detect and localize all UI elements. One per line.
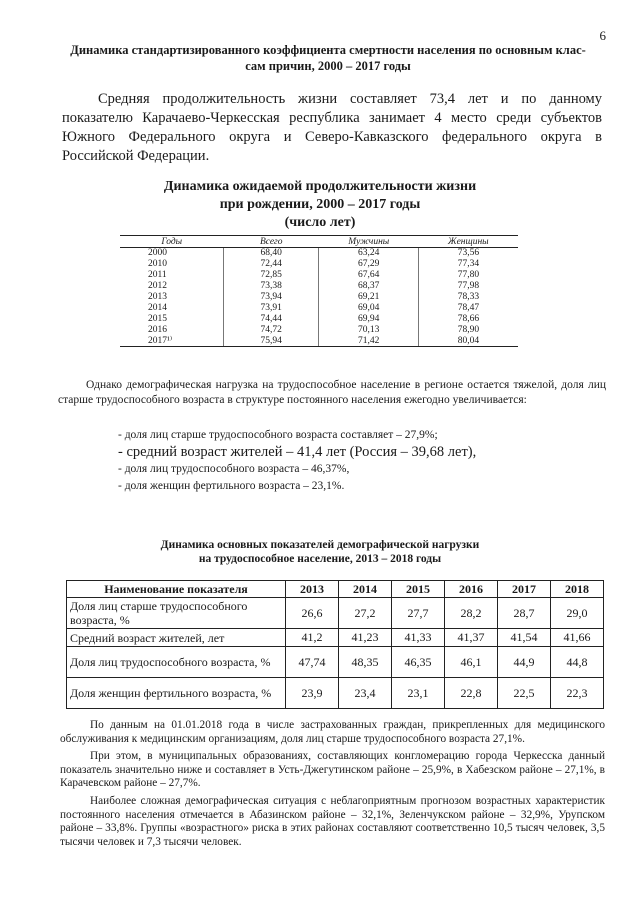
table2-title (120, 538, 520, 566)
table-cell: 41,66 (551, 629, 604, 647)
table-cell: 78,66 (418, 313, 518, 324)
table-cell: 2013 (148, 292, 167, 302)
life-expectancy-table (120, 235, 518, 347)
table-cell: 41,23 (339, 629, 392, 647)
table1-title (130, 178, 510, 232)
table-cell: 72,85 (223, 270, 319, 281)
life-expectancy-paragraph (62, 90, 602, 166)
closing-paragraph (60, 750, 605, 791)
life-expectancy-text: Средняя продолжительность жизни составляет 73,4 лет и по данному показателю Карачаево-Черкесская республика занимает 4 место среди субъектов Южного Федерального округа и Северо-Кавказского федерального округа в Российской Федерации. (62, 91, 602, 164)
table-row (120, 313, 518, 324)
table-cell: 2017¹⁾ (120, 335, 223, 346)
table-cell: 23,1 (392, 678, 445, 709)
table-cell: 23,9 (286, 678, 339, 709)
table-cell: 48,35 (339, 647, 392, 678)
demographic-paragraph (58, 378, 606, 407)
closing-paragraph-text: Наиболее сложная демографическая ситуация с неблагоприятным прогнозом возрастных характеристик постоянного населения отмечается в Абазинском районе – 32,1%, Зеленчукском районе – 32,9%, Урупском районе – 33,8%. Группы «возрастного» риска в этих районах составляют соответственно 10,5 тысяч человек, 3,5 тысячи человек и 7,3 тысячи человек. (60, 794, 605, 848)
table-cell: Доля лиц старше трудоспособного возраста, % (67, 598, 286, 629)
table-row (120, 335, 518, 346)
section-title (48, 42, 608, 74)
table-cell: 63,24 (319, 248, 419, 259)
table-cell: 2010 (148, 259, 167, 270)
table-row (120, 292, 518, 303)
table-cell: 29,0 (551, 598, 604, 629)
table-header-cell: Мужчины (319, 236, 419, 248)
table-cell: 44,9 (498, 647, 551, 678)
section-title-line-2: сам причин, 2000 – 2017 годы (245, 59, 411, 73)
table-cell: 47,74 (286, 647, 339, 678)
table-header-cell: 2015 (392, 581, 445, 598)
closing-paragraph-text: По данным на 01.01.2018 года в числе застрахованных граждан, прикрепленных для медицинского обслуживания к медицинским организациям, доля лиц старше трудоспособного возраста 27,1%. (60, 719, 605, 745)
table-cell: 41,54 (498, 629, 551, 647)
table-cell: 22,3 (551, 678, 604, 709)
table-cell: 69,94 (319, 313, 419, 324)
page-number: 6 (599, 28, 606, 43)
table-row (120, 259, 518, 270)
list-item: - доля лиц старше трудоспособного возраста составляет – 27,9%; (118, 429, 438, 441)
table1-title-line-1: Динамика ожидаемой продолжительности жизни (163, 179, 477, 194)
table-cell: 26,6 (286, 598, 339, 629)
table2-title-line-1: Динамика основных показателей демографической нагрузки (160, 539, 480, 551)
table-row (67, 629, 604, 647)
table-cell: 77,98 (418, 281, 518, 292)
table-cell: Доля женщин фертильного возраста, % (67, 678, 286, 709)
closing-paragraph (60, 719, 605, 746)
table-cell: 74,72 (223, 324, 319, 335)
table-cell: 80,04 (418, 335, 518, 346)
table-cell: 27,7 (392, 598, 445, 629)
list-item: - доля женщин фертильного возраста – 23,1%. (118, 480, 345, 492)
table-cell: 22,5 (498, 678, 551, 709)
table-cell: 2000 (148, 248, 167, 259)
table-cell: 46,35 (392, 647, 445, 678)
closing-paragraph-text: При этом, в муниципальных образованиях, составляющих конгломерацию города Черкесска данный показатель значительно ниже и составляет в Усть-Джегутинском районе – 25,9%, в Хабезском районе – 27,1%, в Карачевском районе – 27,7%. (60, 750, 605, 790)
demographic-load-table (66, 580, 604, 709)
list-item: - средний возраст жителей – 41,4 лет (Россия – 39,68 лет), (118, 444, 477, 460)
bullet-list (118, 427, 476, 495)
table-cell: Доля лиц трудоспособного возраста, % (67, 647, 286, 678)
closing-paragraph (60, 795, 605, 849)
table-cell: 2014 (148, 302, 167, 313)
table-cell: 41,2 (286, 629, 339, 647)
table-cell: 73,38 (223, 281, 319, 292)
table-header-cell: Годы (120, 236, 223, 248)
list-item: - доля лиц трудоспособного возраста – 46,37%, (118, 463, 350, 475)
table-cell: 73,94 (223, 292, 319, 303)
table-cell: 27,2 (339, 598, 392, 629)
table-row (120, 270, 518, 281)
table-header-cell: 2016 (445, 581, 498, 598)
table1-title-line-3: (число лет) (284, 215, 356, 230)
table-cell: 22,8 (445, 678, 498, 709)
table-cell: 67,29 (319, 259, 419, 270)
section-title-line-1: Динамика стандартизированного коэффициента смертности населения по основным клас- (70, 43, 586, 57)
table-row (67, 647, 604, 678)
table-row (67, 598, 604, 629)
table-header-cell: 2013 (286, 581, 339, 598)
table-cell: 69,04 (319, 302, 419, 313)
table-row (120, 302, 518, 313)
demographic-text: Однако демографическая нагрузка на трудоспособное население в регионе остается тяжелой, доля лиц старше трудоспособного возраста в структуре постоянного населения ежегодно увеличивается: (58, 379, 606, 406)
table-cell: 73,91 (223, 302, 319, 313)
table-cell: 28,2 (445, 598, 498, 629)
table-header-cell: Женщины (418, 236, 518, 248)
table-cell: 67,64 (319, 270, 419, 281)
table-cell: 41,37 (445, 629, 498, 647)
table-cell: 77,34 (418, 259, 518, 270)
table-row (120, 248, 518, 259)
table1-title-line-2: при рождении, 2000 – 2017 годы (219, 197, 421, 212)
table-header-cell: 2018 (551, 581, 604, 598)
table-header-cell: 2014 (339, 581, 392, 598)
table-cell: 2011 (148, 270, 167, 281)
table-row (120, 324, 518, 335)
table-header-row (67, 581, 604, 598)
table-cell: Средний возраст жителей, лет (67, 629, 286, 647)
table-cell: 77,80 (418, 270, 518, 281)
table-row (120, 281, 518, 292)
table-cell: 68,40 (223, 248, 319, 259)
table-cell: 69,21 (319, 292, 419, 303)
table-cell: 73,56 (418, 248, 518, 259)
table-cell: 71,42 (319, 335, 419, 346)
table-cell: 78,90 (418, 324, 518, 335)
table-cell: 70,13 (319, 324, 419, 335)
table-header-cell: Наименование показателя (67, 581, 286, 598)
table-cell: 78,47 (418, 302, 518, 313)
table-cell: 75,94 (223, 335, 319, 346)
table-cell: 2015 (148, 313, 167, 324)
table-cell: 72,44 (223, 259, 319, 270)
table-cell: 41,33 (392, 629, 445, 647)
table-cell: 78,33 (418, 292, 518, 303)
table2-title-line-2: на трудоспособное население, 2013 – 2018 годы (198, 553, 442, 565)
closing-text (60, 719, 605, 853)
table-header-cell: 2017 (498, 581, 551, 598)
table-cell: 44,8 (551, 647, 604, 678)
table-cell: 2016 (148, 324, 167, 335)
table-header-row (120, 236, 518, 248)
table-cell: 28,7 (498, 598, 551, 629)
table-cell: 23,4 (339, 678, 392, 709)
table-cell: 46,1 (445, 647, 498, 678)
table-row (67, 678, 604, 709)
table-header-cell: Всего (223, 236, 319, 248)
table-cell: 2012 (148, 281, 167, 292)
table-cell: 68,37 (319, 281, 419, 292)
table-cell: 74,44 (223, 313, 319, 324)
